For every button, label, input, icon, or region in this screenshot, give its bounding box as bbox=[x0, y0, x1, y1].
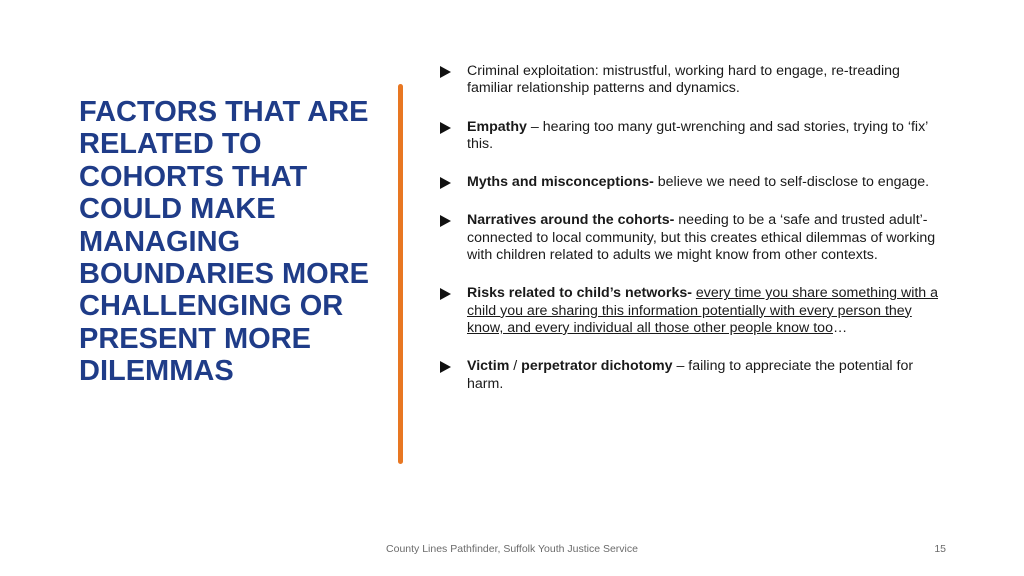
arrow-bullet-icon bbox=[440, 122, 451, 134]
bullet-underlined-text: every time you share something with a child you are sharing this information potentially with every person they know, and every individual all those other people know too bbox=[467, 285, 939, 336]
bullet-heading: Narratives around the cohorts- bbox=[467, 212, 675, 229]
bullet-separator: / bbox=[509, 358, 522, 375]
arrow-bullet-icon bbox=[440, 288, 451, 300]
vertical-divider bbox=[398, 84, 403, 464]
bullet-heading: Empathy bbox=[467, 118, 527, 135]
arrow-bullet-icon bbox=[440, 177, 451, 189]
arrow-bullet-icon bbox=[440, 215, 451, 227]
bullet-heading-victim: Victim bbox=[467, 358, 510, 375]
bullet-criminal-exploitation bbox=[438, 63, 943, 98]
slide-title: FACTORS THAT ARE RELATED TO COHORTS THAT COULD MAKE MANAGING BOUNDARIES MORE CHALLENGING OR PRESENT MORE DILEMMAS bbox=[79, 96, 370, 388]
bullet-text: – failing to appreciate the potential for harm. bbox=[467, 358, 914, 392]
footer-text: County Lines Pathfinder, Suffolk Youth Justice Service bbox=[386, 543, 638, 555]
bullet-narratives bbox=[438, 212, 943, 264]
bullet-text: needing to be a ‘safe and trusted adult’- connected to local community, but this creates ethical dilemmas of working with children related to adults we might know from other contexts. bbox=[467, 212, 936, 264]
bullet-heading: Risks related to child’s networks- bbox=[467, 285, 692, 302]
arrow-bullet-icon bbox=[440, 66, 451, 78]
bullet-heading-perpetrator: perpetrator dichotomy bbox=[521, 358, 673, 375]
bullet-text-tail: … bbox=[832, 319, 848, 336]
bullet-risks-networks bbox=[438, 285, 943, 337]
bullet-text: – hearing too many gut-wrenching and sad stories, trying to ‘fix’ this. bbox=[467, 118, 928, 152]
bullet-myths bbox=[438, 174, 943, 191]
bullet-victim-perpetrator bbox=[438, 358, 943, 393]
bullet-list bbox=[438, 63, 943, 393]
bullet-empathy bbox=[438, 119, 943, 154]
arrow-bullet-icon bbox=[440, 361, 451, 373]
bullet-text: believe we need to self-disclose to engage. bbox=[653, 174, 930, 191]
page-number: 15 bbox=[934, 543, 946, 555]
bullet-text: Criminal exploitation: mistrustful, working hard to engage, re-treading familiar relationship patterns and dynamics. bbox=[467, 63, 900, 97]
bullet-heading: Myths and misconceptions- bbox=[467, 174, 654, 191]
